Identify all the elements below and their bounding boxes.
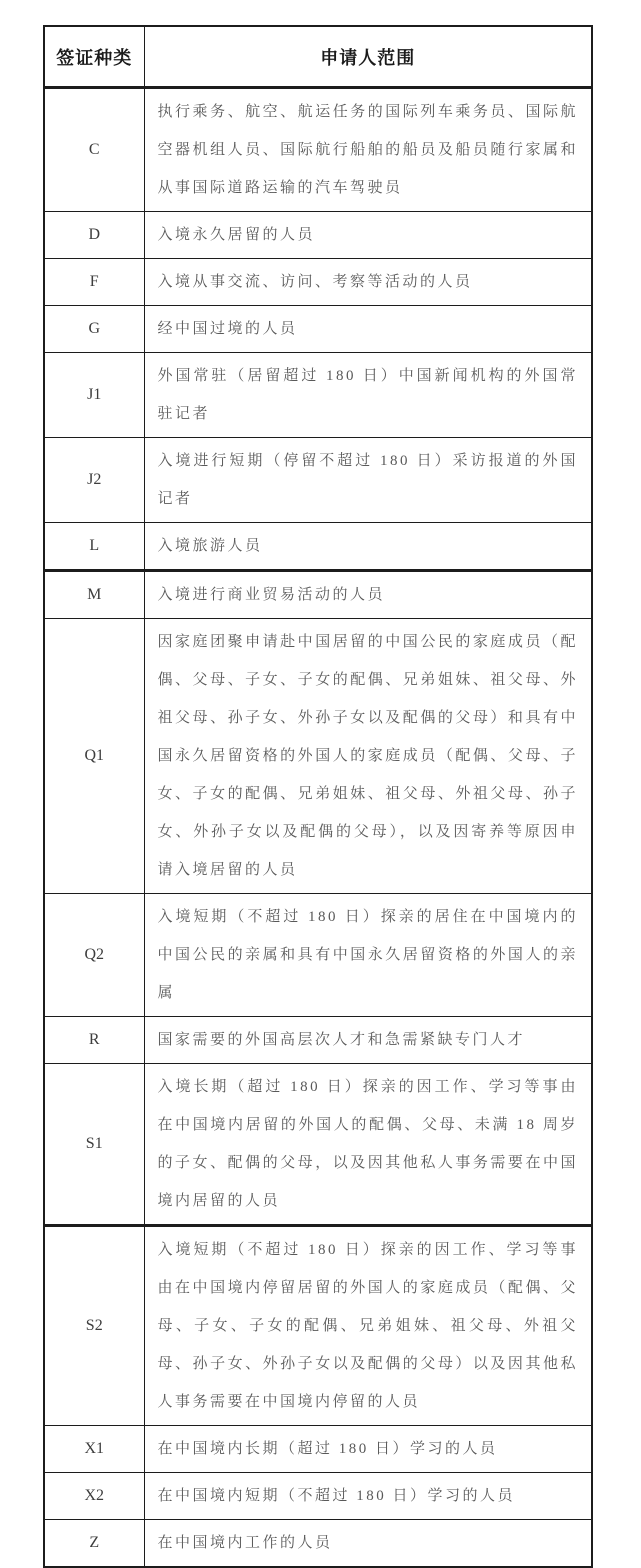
applicant-scope-cell: 在中国境内短期（不超过 180 日）学习的人员 [144,1473,592,1520]
table-row [44,1473,592,1520]
applicant-scope-cell: 入境进行商业贸易活动的人员 [144,571,592,619]
applicant-scope-cell: 入境短期（不超过 180 日）探亲的因工作、学习等事由在中国境内停留居留的外国人的家庭成员（配偶、父母、子女、子女的配偶、兄弟姐妹、祖父母、外祖父母、孙子女、外孙子女以及配偶的父母）以及因其他私人事务需要在中国境内停留的人员 [144,1226,592,1426]
visa-type-cell: X2 [44,1473,144,1520]
table-row [44,1017,592,1064]
header-row [44,26,592,88]
visa-type-cell: Z [44,1520,144,1568]
applicant-scope-cell: 外国常驻（居留超过 180 日）中国新闻机构的外国常驻记者 [144,353,592,438]
visa-type-cell: S1 [44,1064,144,1226]
table-row [44,88,592,212]
table-row [44,1064,592,1226]
table-row [44,306,592,353]
visa-type-cell: F [44,259,144,306]
table-row [44,259,592,306]
applicant-scope-cell: 入境短期（不超过 180 日）探亲的居住在中国境内的中国公民的亲属和具有中国永久居留资格的外国人的亲属 [144,894,592,1017]
table-row [44,523,592,571]
column-header-visa-type: 签证种类 [44,26,144,88]
table-row [44,438,592,523]
visa-table-body [44,88,592,1568]
visa-type-cell: M [44,571,144,619]
applicant-scope-cell: 入境从事交流、访问、考察等活动的人员 [144,259,592,306]
table-row [44,1520,592,1568]
applicant-scope-cell: 入境永久居留的人员 [144,212,592,259]
applicant-scope-cell: 国家需要的外国高层次人才和急需紧缺专门人才 [144,1017,592,1064]
visa-type-cell: D [44,212,144,259]
applicant-scope-cell: 在中国境内长期（超过 180 日）学习的人员 [144,1426,592,1473]
visa-type-cell: R [44,1017,144,1064]
table-row [44,1226,592,1426]
table-row [44,619,592,894]
visa-type-cell: X1 [44,1426,144,1473]
applicant-scope-cell: 经中国过境的人员 [144,306,592,353]
applicant-scope-cell: 执行乘务、航空、航运任务的国际列车乘务员、国际航空器机组人员、国际航行船舶的船员及船员随行家属和从事国际道路运输的汽车驾驶员 [144,88,592,212]
applicant-scope-cell: 在中国境内工作的人员 [144,1520,592,1568]
visa-categories-table [43,25,593,1568]
applicant-scope-cell: 因家庭团聚申请赴中国居留的中国公民的家庭成员（配偶、父母、子女、子女的配偶、兄弟姐妹、祖父母、外祖父母、孙子女、外孙子女以及配偶的父母）和具有中国永久居留资格的外国人的家庭成员（配偶、父母、子女、子女的配偶、兄弟姐妹、祖父母、外祖父母、孙子女、外孙子女以及配偶的父母），以及因寄养等原因申请入境居留的人员 [144,619,592,894]
table-row [44,894,592,1017]
column-header-applicant-scope: 申请人范围 [144,26,592,88]
applicant-scope-cell: 入境进行短期（停留不超过 180 日）采访报道的外国记者 [144,438,592,523]
visa-type-cell: C [44,88,144,212]
applicant-scope-cell: 入境旅游人员 [144,523,592,571]
applicant-scope-cell: 入境长期（超过 180 日）探亲的因工作、学习等事由在中国境内居留的外国人的配偶、父母、未满 18 周岁的子女、配偶的父母，以及因其他私人事务需要在中国境内居留的人员 [144,1064,592,1226]
table-header [44,26,592,88]
visa-type-cell: S2 [44,1226,144,1426]
visa-type-cell: Q1 [44,619,144,894]
visa-type-cell: G [44,306,144,353]
table-row [44,353,592,438]
table-row [44,212,592,259]
visa-type-cell: J2 [44,438,144,523]
table-row [44,1426,592,1473]
visa-type-cell: J1 [44,353,144,438]
visa-table-container [43,25,591,1568]
visa-type-cell: Q2 [44,894,144,1017]
table-row [44,571,592,619]
visa-type-cell: L [44,523,144,571]
